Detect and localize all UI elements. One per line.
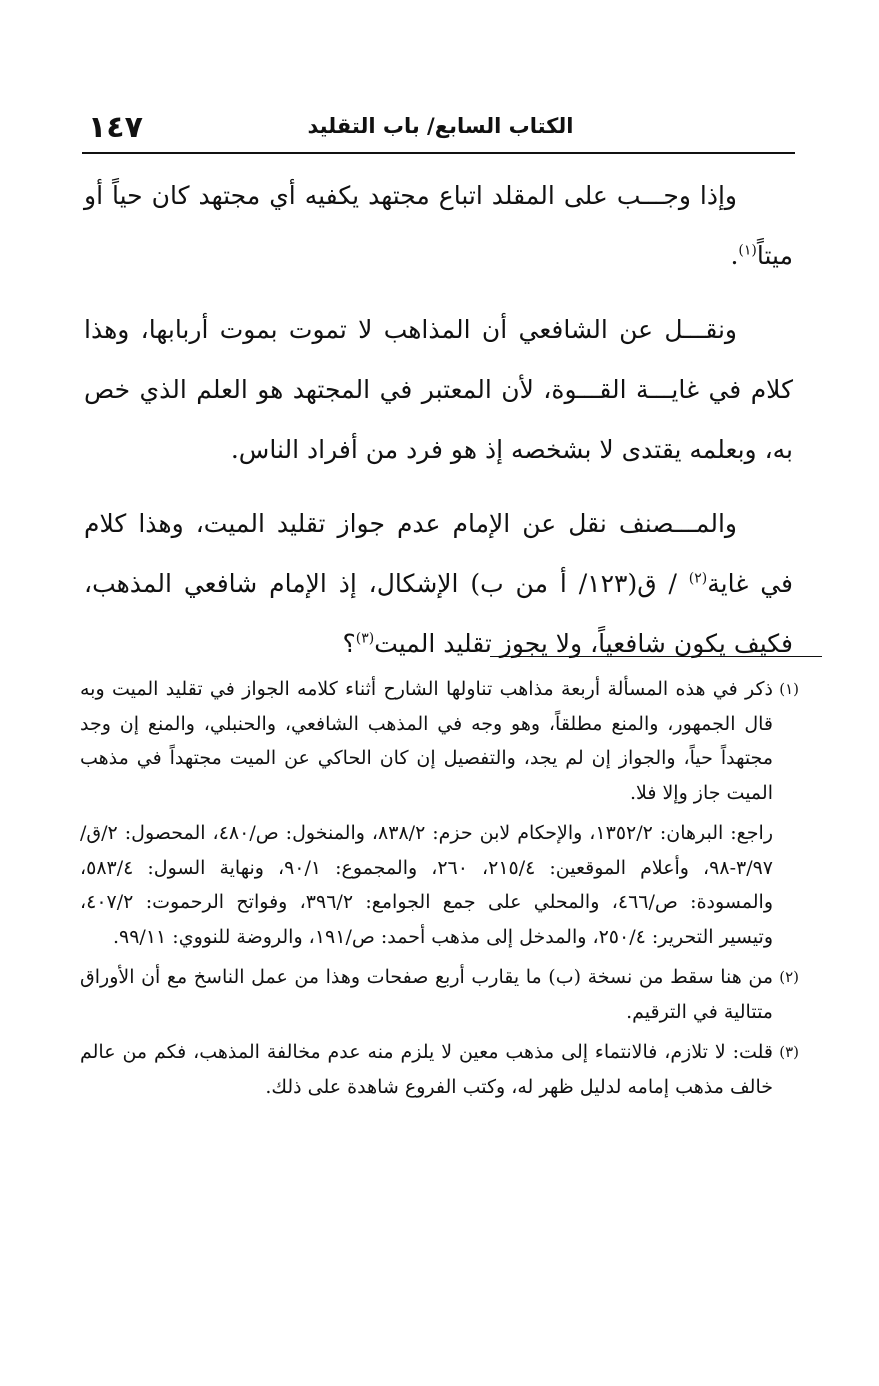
footnote-1-references: راجع: البرهان: ١٣٥٢/٢، والإحكام لابن حزم: ٨٣٨/٢، والمنخول: ص/٤٨٠، المحصول: ٢/ق/٣/٩٧-٩٨، وأعلام الموقعين: ٢١٥/٤، ٢٦٠، والمجموع: ٩٠/١، ونهاية السول: ٥٨٣/٤، والمسودة: ص/٤٦٦، والمحلي على جمع الجوامع: ٣٩٦/٢، وفواتح الرحموت: ٤٠٧/٢، وتيسير التحرير: ٢٥٠/٤، والمدخل إلى مذهب أحمد: ص/١٩١، والروضة للنووي: ٩٩/١١. [80, 822, 774, 948]
page-header [88, 110, 793, 150]
main-text [84, 166, 793, 688]
paragraph-2: ونقـــل عن الشافعي أن المذاهب لا تموت بموت أربابها، وهذا كلام في غايـــة القـــوة، لأن المعتبر في المجتهد هو العلم الذي خص به، وبعلمه يقتدى لا بشخصه إذ هو فرد من أفراد الناس. [84, 315, 793, 464]
paragraph-3-text-a: والمـــصنف نقل عن الإمام عدم جواز تقليد الميت، وهذا كلام في غاية [84, 509, 793, 598]
footnote-3 [80, 1035, 799, 1104]
footnote-2-text: من هنا سقط من نسخة (ب) ما يقارب أربع صفحات وهذا من عمل الناسخ مع أن الأوراق متتالية في الترقيم. [80, 966, 773, 1023]
footnotes [80, 672, 799, 1110]
footnote-ref-3: (٣) [355, 630, 375, 647]
paragraph-1 [84, 166, 793, 286]
footnote-1-number: (١) [779, 680, 799, 698]
footnote-ref-1: (١) [738, 242, 757, 259]
paragraph-3-text-b: / ق(١٢٣/ أ من ب) الإشكال، إذ الإمام شافعي المذهب، فكيف يكون شافعياً، ولا يجوز تقليد الميت [84, 569, 793, 658]
footnote-divider [490, 656, 822, 657]
footnote-1 [80, 672, 799, 954]
footnote-ref-2: (٢) [688, 570, 708, 587]
paragraph-3 [84, 494, 793, 674]
page-number: ١٤٧ [88, 110, 143, 145]
footnote-2 [80, 960, 799, 1029]
running-title: الكتاب السابع/ باب التقليد [307, 114, 574, 138]
paragraph-1-end: . [730, 241, 739, 270]
footnote-3-text: قلت: لا تلازم، فالانتماء إلى مذهب معين لا يلزم منه عدم مخالفة المذهب، فكم من عالم خالف مذهب إمامه لدليل ظهر له، وكتب الفروع شاهدة على ذلك. [80, 1041, 773, 1098]
footnote-1-text: ذكر في هذه المسألة أربعة مذاهب تناولها الشارح أثناء كلامه الجواز في تقليد الميت وبه قال الجمهور، والمنع مطلقاً، وهو وجه في المذهب الشافعي، والحنبلي، والمنع إن وجد مجتهداً حياً، والجواز إن لم يجد، والتفصيل إن كان الحاكي عن الميت مجتهداً في مذهب الميت جاز وإلا فلا. [80, 678, 773, 804]
header-divider [82, 152, 795, 154]
footnote-2-number: (٢) [779, 968, 799, 986]
footnote-3-number: (٣) [779, 1043, 799, 1061]
paragraph-3-end: ؟ [342, 629, 356, 658]
paragraph-1-text: وإذا وجـــب على المقلد اتباع مجتهد يكفيه أي مجتهد كان حياً أو ميتاً [84, 181, 793, 270]
